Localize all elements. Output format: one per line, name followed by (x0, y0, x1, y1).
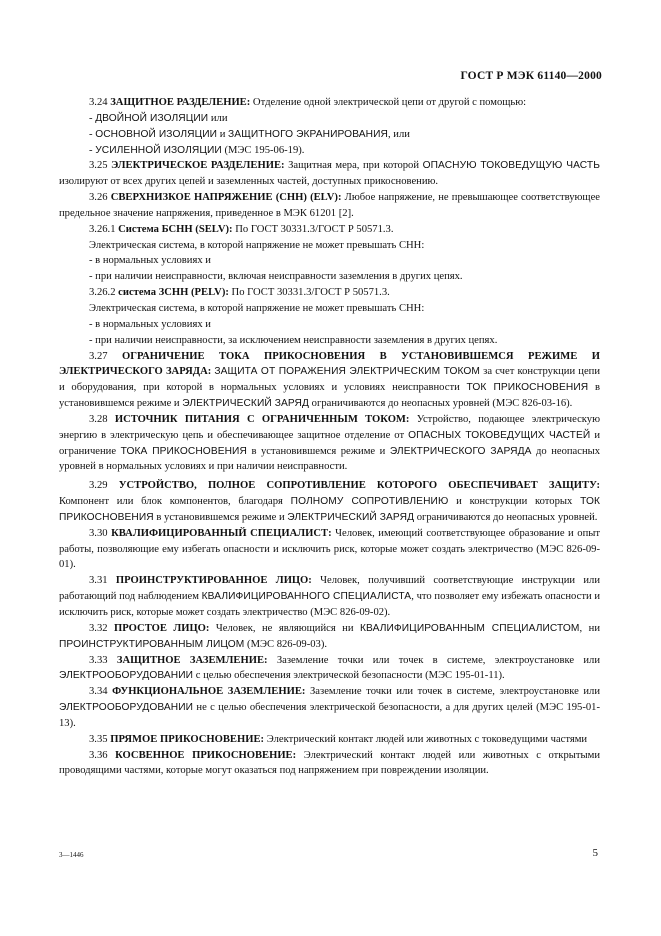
clause-3-33: 3.33 ЗАЩИТНОЕ ЗАЗЕМЛЕНИЕ: Заземление точки или точек в системе, электроустановке или ЭЛЕКТРООБОРУДОВАНИИ с целью обеспечения электрической безопасности (МЭС 195-01-11). (59, 654, 600, 682)
clause-3-35: 3.35 ПРЯМОЕ ПРИКОСНОВЕНИЕ: Электрический контакт людей или животных с токоведущими частями (89, 733, 588, 745)
list-item: - ДВОЙНОЙ ИЗОЛЯЦИИ или (89, 112, 228, 124)
list-item: - УСИЛЕННОЙ ИЗОЛЯЦИИ (МЭС 195-06-19). (89, 144, 305, 156)
term-electrical-separation: ЭЛЕКТРИЧЕСКОЕ РАЗДЕЛЕНИЕ: (111, 160, 285, 172)
clause-3-30: 3.30 КВАЛИФИЦИРОВАННЫЙ СПЕЦИАЛИСТ: Человек, имеющий соответствующее образование и опыт работы, позволяющие ему избегать опасности и исключить риск, которые может создать электричество (МЭС 826-09-01). (59, 527, 600, 571)
clause-3-29: 3.29 УСТРОЙСТВО, ПОЛНОЕ СОПРОТИВЛЕНИЕ КОТОРОГО ОБЕСПЕЧИВАЕТ ЗАЩИТУ: Компонент или блок компонентов, благодаря ПОЛНОМУ СОПРОТИВЛЕНИЮ и конструкции которых ТОК ПРИКОСНОВЕНИЯ в установившемся режиме и ЭЛЕКТРИЧЕСКИЙ ЗАРЯД ограничиваются до неопасных уровней. (59, 480, 601, 523)
term-limited-current-source: ИСТОЧНИК ПИТАНИЯ С ОГРАНИЧЕННЫМ ТОКОМ: (114, 413, 410, 425)
term-elv: СВЕРХНИЗКОЕ НАПРЯЖЕНИЕ (СНН) (ELV): (110, 192, 342, 204)
list-item: - при наличии неисправности, за исключением неисправности заземления в других цепях. (89, 334, 498, 346)
clause-3-28: 3.28 ИСТОЧНИК ПИТАНИЯ С ОГРАНИЧЕННЫМ ТОКОМ: Устройство, подающее электрическую энергию в электрическую цепь и обеспечивающее защитное отделение от ОПАСНЫХ ТОКОВЕДУЩИХ ЧАСТЕЙ и ограничение ТОКА ПРИКОСНОВЕНИЯ в установившемся режиме и ЭЛЕКТРИЧЕСКОГО ЗАРЯДА до неопасных уровней в нормальных условиях и при наличии неисправности. (59, 413, 601, 473)
clause-3-24: 3.24 ЗАЩИТНОЕ РАЗДЕЛЕНИЕ: Отделение одной электрической цепи от другой с помощью: (89, 97, 527, 108)
clause-3-26-1: 3.26.1 Система БСНН (SELV): По ГОСТ 30331.3/ГОСТ Р 50571.3. (89, 223, 394, 235)
clause-3-26-2: 3.26.2 система ЗСНН (PELV): По ГОСТ 30331.3/ГОСТ Р 50571.3. (89, 287, 390, 299)
term-functional-earthing: ФУНКЦИОНАЛЬНОЕ ЗАЗЕМЛЕНИЕ: (112, 686, 306, 698)
term-pelv: система ЗСНН (PELV): (118, 287, 229, 299)
clause-3-34: 3.34 ФУНКЦИОНАЛЬНОЕ ЗАЗЕМЛЕНИЕ: Заземление точки или точек в системе, электроустановке или ЭЛЕКТРООБОРУДОВАНИИ не с целью обеспечения электрической безопасности, а для других целей (МЭС 195-01-13). (59, 686, 601, 729)
clause-3-27: 3.27 ОГРАНИЧЕНИЕ ТОКА ПРИКОСНОВЕНИЯ В УСТАНОВИВШЕМСЯ РЕЖИМЕ И ЭЛЕКТРИЧЕСКОГО ЗАРЯДА: ЗАЩИТА ОТ ПОРАЖЕНИЯ ЭЛЕКТРИЧЕСКИМ ТОКОМ за счет конструкции цепи и оборудования, при которой в нормальных условиях и условиях неисправности ТОК ПРИКОСНОВЕНИЯ в установившемся режиме и ЭЛЕКТРИЧЕСКИЙ ЗАРЯД ограничиваются до неопасных уровней (МЭС 826-03-16). (59, 350, 600, 410)
list-item: - в нормальных условиях и (89, 255, 211, 267)
clause-3-31: 3.31 ПРОИНСТРУКТИРОВАННОЕ ЛИЦО: Человек, получивший соответствующие инструкции или работающий под наблюдением КВАЛИФИЦИРОВАННОГО СПЕЦИАЛИСТА, что позволяет ему избежать опасности и исключить риск, которые может создать электричество (МЭС 826-09-02). (59, 575, 601, 618)
document-body (59, 95, 600, 779)
page-number: 5 (592, 847, 598, 859)
list-item: - ОСНОВНОЙ ИЗОЛЯЦИИ и ЗАЩИТНОГО ЭКРАНИРОВАНИЯ, или (89, 128, 410, 140)
term-protective-impedance-device: УСТРОЙСТВО, ПОЛНОЕ СОПРОТИВЛЕНИЕ КОТОРОГО ОБЕСПЕЧИВАЕТ ЗАЩИТУ: (118, 480, 600, 492)
term-indirect-contact: КОСВЕННОЕ ПРИКОСНОВЕНИЕ: (115, 749, 297, 761)
clause-3-36: 3.36 КОСВЕННОЕ ПРИКОСНОВЕНИЕ: Электрический контакт людей или животных с открытыми проводящими частями, которые могут оказаться под напряжением при повреждении изоляции. (59, 749, 600, 777)
term-protective-earthing: ЗАЩИТНОЕ ЗАЗЕМЛЕНИЕ: (116, 654, 268, 666)
term-skilled-person: КВАЛИФИЦИРОВАННЫЙ СПЕЦИАЛИСТ: (111, 527, 332, 539)
term-direct-contact: ПРЯМОЕ ПРИКОСНОВЕНИЕ: (110, 733, 265, 745)
list-item: Электрическая система, в которой напряжение не может превышать СНН: (89, 239, 425, 251)
list-item: - в нормальных условиях и (89, 318, 211, 330)
term-protective-separation: ЗАЩИТНОЕ РАЗДЕЛЕНИЕ: (110, 97, 251, 108)
term-ordinary-person: ПРОСТОЕ ЛИЦО: (114, 622, 210, 634)
list-item: - при наличии неисправности, включая неисправности заземления в других цепях. (89, 271, 463, 283)
clause-3-25: 3.25 ЭЛЕКТРИЧЕСКОЕ РАЗДЕЛЕНИЕ: Защитная мера, при которой ОПАСНУЮ ТОКОВЕДУЩУЮ ЧАСТЬ изолируют от всех других цепей и заземленных частей, доступных прикосновению. (59, 160, 600, 188)
standard-header: ГОСТ Р МЭК 61140—2000 (460, 70, 602, 82)
term-instructed-person: ПРОИНСТРУКТИРОВАННОЕ ЛИЦО: (115, 575, 312, 587)
clause-3-32: 3.32 ПРОСТОЕ ЛИЦО: Человек, не являющийся ни КВАЛИФИЦИРОВАННЫМ СПЕЦИАЛИСТОМ, ни ПРОИНСТРУКТИРОВАННЫМ ЛИЦОМ (МЭС 826-09-03). (59, 622, 600, 650)
print-code: 3—1446 (59, 851, 84, 859)
clause-3-26: 3.26 СВЕРХНИЗКОЕ НАПРЯЖЕНИЕ (СНН) (ELV): Любое напряжение, не превышающее соответствующее предельное значение напряжения, приведенное в МЭК 61201 [2]. (59, 192, 600, 219)
term-selv: Система БСНН (SELV): (118, 223, 233, 235)
term-touch-current-limitation: ОГРАНИЧЕНИЕ ТОКА ПРИКОСНОВЕНИЯ В УСТАНОВИВШЕМСЯ РЕЖИМЕ И ЭЛЕКТРИЧЕСКОГО ЗАРЯДА: (59, 350, 600, 378)
list-item: Электрическая система, в которой напряжение не может превышать СНН: (89, 302, 425, 314)
